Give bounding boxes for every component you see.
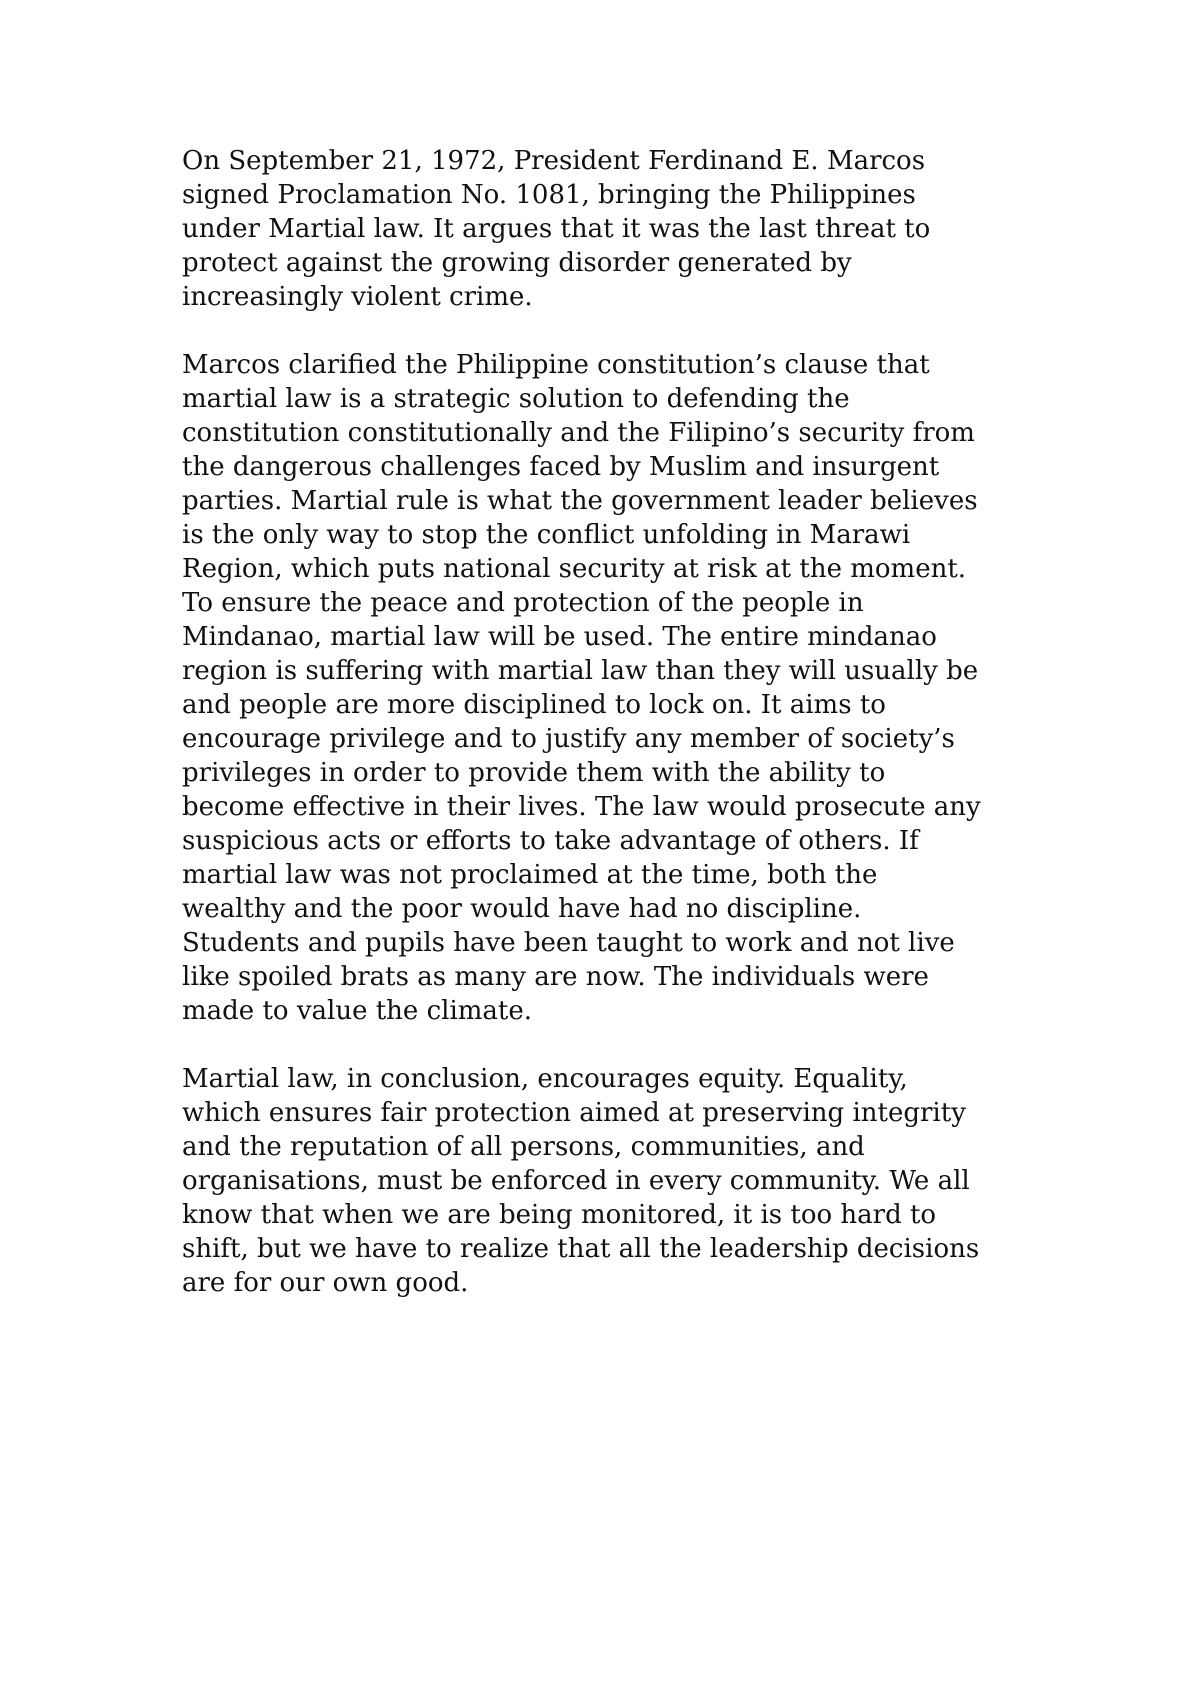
text-line: signed Proclamation No. 1081, bringing the Philippines — [182, 180, 916, 210]
text-line: which ensures fair protection aimed at preserving integrity — [182, 1098, 966, 1128]
text-line: know that when we are being monitored, it is too hard to — [182, 1200, 937, 1230]
text-line: and people are more disciplined to lock on. It aims to — [182, 690, 886, 720]
text-line: martial law was not proclaimed at the time, both the — [182, 860, 878, 890]
text-line: like spoiled brats as many are now. The individuals were — [182, 962, 929, 992]
text-line: parties. Martial rule is what the government leader believes — [182, 486, 978, 516]
text-line: Marcos clarified the Philippine constitution’s clause that — [182, 350, 930, 380]
paragraph-3 — [182, 1062, 1032, 1300]
text-line: Mindanao, martial law will be used. The entire mindanao — [182, 622, 937, 652]
text-line: the dangerous challenges faced by Muslim and insurgent — [182, 452, 940, 482]
text-line: Martial law, in conclusion, encourages equity. Equality, — [182, 1064, 908, 1094]
paragraph-1 — [182, 144, 1032, 314]
text-line: under Martial law. It argues that it was the last threat to — [182, 214, 931, 244]
paragraph-2 — [182, 348, 1032, 1028]
text-line: suspicious acts or efforts to take advantage of others. If — [182, 826, 919, 856]
text-line: is the only way to stop the conflict unfolding in Marawi — [182, 520, 911, 550]
text-line: protect against the growing disorder generated by — [182, 248, 852, 278]
text-line: To ensure the peace and protection of the people in — [182, 588, 864, 618]
text-line: wealthy and the poor would have had no discipline. — [182, 894, 862, 924]
text-line: region is suffering with martial law than they will usually be — [182, 656, 979, 686]
text-line: On September 21, 1972, President Ferdinand E. Marcos — [182, 146, 926, 176]
text-line: martial law is a strategic solution to defending the — [182, 384, 850, 414]
text-line: made to value the climate. — [182, 996, 533, 1026]
text-line: organisations, must be enforced in every community. We all — [182, 1166, 970, 1196]
text-line: privileges in order to provide them with the ability to — [182, 758, 886, 788]
text-line: constitution constitutionally and the Filipino’s security from — [182, 418, 975, 448]
text-line: and the reputation of all persons, communities, and — [182, 1132, 865, 1162]
text-line: increasingly violent crime. — [182, 282, 533, 312]
text-line: are for our own good. — [182, 1268, 469, 1298]
document-body — [182, 144, 1032, 1334]
text-line: Region, which puts national security at risk at the moment. — [182, 554, 967, 584]
text-line: become effective in their lives. The law would prosecute any — [182, 792, 981, 822]
text-line: encourage privilege and to justify any member of society’s — [182, 724, 955, 754]
text-line: Students and pupils have been taught to work and not live — [182, 928, 955, 958]
text-line: shift, but we have to realize that all the leadership decisions — [182, 1234, 980, 1264]
